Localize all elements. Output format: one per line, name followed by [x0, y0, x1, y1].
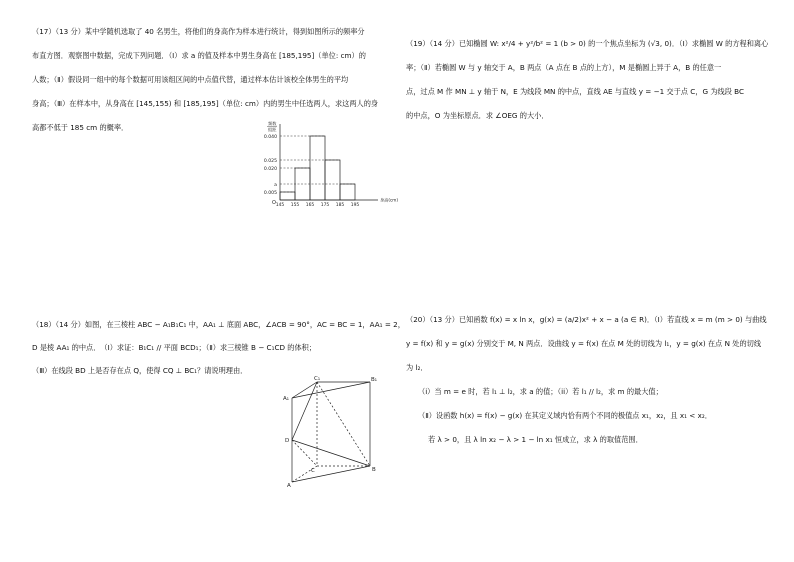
- x-axis-label: 身高(cm): [380, 197, 399, 203]
- q19-line-1: （19）（14 分）已知椭圆 W: x²/4 + y²/b² = 1 (b > 0) 的一个焦点坐标为 (√3, 0)．（Ⅰ）求椭圆 W 的方程和离心: [406, 39, 769, 48]
- histogram-bar: [340, 184, 355, 200]
- edge-ab: [292, 466, 370, 482]
- y-tick-label: 0.040: [263, 134, 277, 140]
- q18-line-2: D 是棱 AA₁ 的中点． （Ⅰ）求证：B₁C₁ // 平面 BCD₁；（Ⅱ）求三棱锥 B − C₁CD 的体积；: [32, 343, 317, 352]
- q20-line-4: （i）当 m = e 时，若 l₁ ⊥ l₂，求 a 的值；（ii）若 l₁ // l₂，求 m 的最大值；: [418, 387, 663, 396]
- prism-figure: [278, 376, 388, 488]
- histogram-bar: [280, 192, 295, 200]
- x-tick-label: 195: [350, 203, 360, 208]
- y-tick-label: 0.005: [263, 190, 277, 196]
- q17-line-5: 高都不低于 185 cm 的概率．: [32, 123, 129, 132]
- q20-line-1: （20）（13 分）已知函数 f(x) = x ln x，g(x) = (a/2)x² + x − a (a ∈ R)．（Ⅰ）若直线 x = m (m > 0) 与曲线: [406, 315, 767, 324]
- x-tick-label: 165: [305, 203, 315, 208]
- label-b1: B₁: [371, 377, 377, 383]
- q20-line-3: 为 l₂．: [406, 363, 428, 372]
- label-c1: C₁: [314, 376, 321, 382]
- x-tick-label: 175: [320, 203, 330, 208]
- q19-line-2: 率；（Ⅱ）若椭圆 W 与 y 轴交于 A，B 两点（A 点在 B 点的上方），M 是椭圆上异于 A，B 的任意一: [406, 63, 722, 72]
- y-axis-label-top: 频数: [268, 121, 277, 126]
- y-axis-label-bottom: 组距: [268, 127, 277, 132]
- label-d: D: [285, 438, 290, 444]
- origin-label: O: [272, 200, 276, 206]
- q19-line-3: 点，过点 M 作 MN ⊥ y 轴于 N，E 为线段 MN 的中点，直线 AE 与直线 y = −1 交于点 C，G 为线段 BC: [406, 87, 745, 96]
- q20-line-6: 若 λ > 0，且 λ ln x₂ − λ > 1 − ln x₁ 恒成立，求 λ 的取值范围．: [428, 435, 643, 444]
- edge-a1b1: [292, 382, 370, 398]
- q17-line-3: 人数；（Ⅱ）假设同一组中的每个数据可用该组区间的中点值代替，通过样本估计该校全体男生的平均: [32, 75, 349, 84]
- q20-line-5: （Ⅱ）设函数 h(x) = f(x) − g(x) 在其定义域内恰有两个不同的极值点 x₁，x₂，且 x₁ < x₂．: [418, 411, 712, 420]
- edge-db: [292, 440, 370, 466]
- frequency-histogram: [250, 118, 399, 218]
- q20-line-2: y = f(x) 和 y = g(x) 分别交于 M, N 两点．设曲线 y = f(x) 在点 M 处的切线为 l₁，y = g(x) 在点 N 处的切线: [406, 339, 762, 348]
- label-a: A: [287, 483, 291, 489]
- q18-line-3: （Ⅲ）在线段 BD 上是否存在点 Q，使得 CQ ⊥ BC₁？请说明理由．: [32, 366, 248, 375]
- q19-line-4: 的中点，O 为坐标原点．求 ∠OEG 的大小．: [406, 111, 549, 120]
- q18-line-1: （18）（14 分）如图，在三棱柱 ABC − A₁B₁C₁ 中，AA₁ ⊥ 底面 ABC，∠ACB = 90°，AC = BC = 1，AA₁ = 2，: [32, 320, 405, 329]
- x-tick-label: 185: [335, 203, 345, 208]
- question-20: [406, 308, 776, 452]
- q17-line-2: 布直方图．观察图中数据，完成下列问题．（Ⅰ）求 a 的值及样本中男生身高在 [185,195]（单位: cm）的: [32, 51, 366, 60]
- edge-c1b: [317, 382, 370, 466]
- label-c: C: [311, 468, 315, 474]
- y-tick-label: 0.025: [263, 158, 277, 164]
- y-tick-label: 0.020: [263, 166, 277, 172]
- question-19: [406, 32, 776, 128]
- q17-line-4: 身高；（Ⅲ）在样本中，从身高在 [145,155) 和 [185,195]（单位: cm）内的男生中任选两人，求这两人的身: [32, 99, 379, 108]
- histogram-bar: [310, 136, 325, 200]
- question-18: [32, 313, 405, 382]
- x-tick-label: 145: [275, 203, 285, 208]
- label-a1: A₁: [283, 396, 289, 402]
- edge-dc1: [292, 382, 317, 440]
- x-tick-label: 155: [290, 203, 300, 208]
- y-tick-label: a: [274, 182, 277, 188]
- histogram-bar: [325, 160, 340, 200]
- label-b: B: [372, 467, 376, 473]
- q17-line-1: （17）（13 分）某中学随机选取了 40 名男生，将他们的身高作为样本进行统计，得到如图所示的频率分: [32, 27, 365, 36]
